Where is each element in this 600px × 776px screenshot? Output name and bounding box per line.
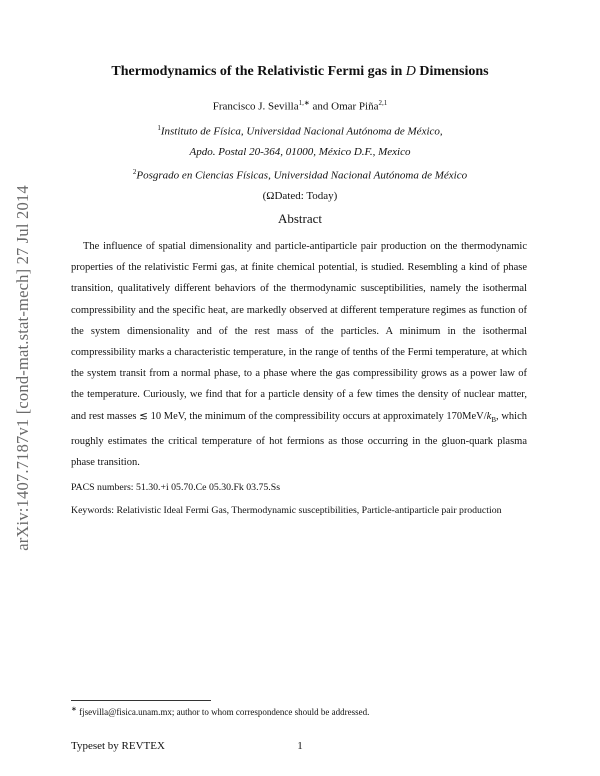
affiliation-line — [0, 124, 600, 138]
paper-title — [0, 64, 600, 80]
abstract-text-end: , which roughly estimates the critical temperature of hot fermions as those occurring in the gluon-quark plasma phase transition. — [71, 410, 527, 469]
affiliation-text: Instituto de Física, Universidad Nacional Autónoma de México, — [160, 125, 443, 138]
author-name: Francisco J. Sevilla — [212, 100, 299, 113]
abstract-heading: Abstract — [277, 211, 323, 226]
title-dimension-symbol: D — [405, 64, 416, 79]
affiliation-marker: 1 — [157, 124, 161, 132]
date-line: (ΩDated: Today) — [262, 190, 338, 202]
affiliation-text: Posgrado en Ciencias Físicas, Universidad Nacional Autónoma de México — [136, 169, 468, 182]
footnote-rule — [71, 700, 211, 701]
abstract-text: The influence of spatial dimensionality and particle-antiparticle pair production on the thermodynamic properties of the relativistic Fermi gas, at finite chemical potential, is studied. Resembling a kind of phase transition, qualitatively different behaviors of the thermodynamic susceptibilities, namely the isothermal compressibility and the specific heat, are markedly observed at different temperature regimes as function of the system dimensionality and of the rest mass of the particles. A minimum in the isothermal compressibility marks a characteristic temperature, in the range of tenths of the Fermi temperature, at which the system transit from a normal phase, to a phase where the gas compressibility grows as a power law of the temperature. Curiously, we find that for a particle density of a few times the density of nuclear matter, and rest masses ≲ 10 MeV, the minimum of the compressibility occurs at approximately 170MeV/ — [71, 241, 527, 422]
affiliation-text: Apdo. Postal 20-364, 01000, México D.F., Mexico — [189, 146, 411, 158]
boltzmann-symbol: k — [486, 410, 492, 422]
affiliation-line — [0, 168, 600, 182]
title-prefix: Thermodynamics of the Relativistic Fermi gas in — [111, 64, 406, 79]
arxiv-identifier: arXiv:1407.7187v1 [cond-mat.stat-mech] 27 Jul 2014 — [13, 184, 32, 551]
author-affiliation-marker: 2,1 — [378, 99, 388, 107]
title-suffix: Dimensions — [415, 64, 489, 79]
typeset-notice: Typeset by REVTEX — [71, 740, 165, 752]
affiliation-marker: 2 — [132, 168, 137, 176]
boltzmann-subscript: B — [491, 415, 497, 424]
footnote-marker: ∗ — [71, 705, 77, 713]
affiliation-line — [0, 146, 600, 158]
keywords: Keywords: Relativistic Ideal Fermi Gas, Thermodynamic susceptibilities, Particle-antiparticle pair production — [71, 505, 502, 516]
page-number: 1 — [297, 740, 303, 752]
pacs-numbers: PACS numbers: 51.30.+i 05.70.Ce 05.30.Fk 03.75.Ss — [71, 482, 281, 493]
author-affiliation-marker: 1,∗ — [298, 99, 310, 107]
author-name: Omar Piña — [331, 100, 379, 113]
author-list — [0, 99, 600, 113]
author-connector: and — [309, 100, 332, 113]
footnote — [71, 705, 369, 717]
footnote-text: fjsevilla@fisica.unam.mx; author to whom correspondence should be addressed. — [76, 707, 370, 717]
abstract-body — [71, 236, 527, 473]
